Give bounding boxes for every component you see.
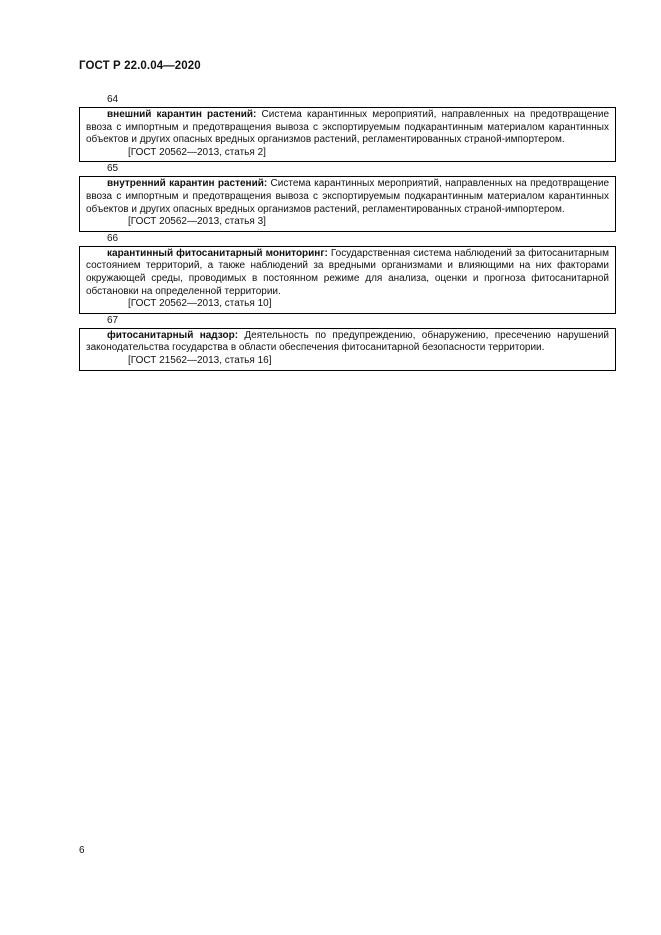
entry-text [86, 178, 609, 216]
entry-number: 67 [107, 314, 119, 326]
document-header: ГОСТ Р 22.0.04—2020 [79, 60, 201, 72]
entry-text [86, 330, 609, 355]
entry-term: внешний карантин растений: [107, 109, 257, 120]
terms-list [79, 93, 616, 371]
entry-definition: Система карантинных мероприятий, направленных на предотвращение ввоза с импортным и предотвращения вывоза с экспортируемым подкарантинным материалом карантинных объектов и других опасных вредных организмов растений, регламентированных страной-импортером. [86, 178, 610, 215]
entry-source: [ГОСТ 20562—2013, статья 2] [128, 146, 266, 158]
entry-number: 65 [107, 163, 119, 175]
entry-definition: Деятельность по предупреждению, обнаружению, пресечению нарушений законодательства государства в области обеспечения фитосанитарной безопасности территории. [86, 329, 609, 354]
term-entry [79, 232, 616, 314]
entry-source: [ГОСТ 21562—2013, статья 16] [128, 354, 272, 366]
entry-number: 64 [107, 94, 119, 105]
entry-text [86, 109, 609, 147]
entry-box [79, 176, 616, 231]
entry-term: внутренний карантин растений: [107, 178, 268, 190]
entry-definition: Система карантинных мероприятий, направленных на предотвращение ввоза с импортным и предотвращения вывоза с экспортируемым подкарантинным материалом карантинных объектов и других опасных вредных организмов растений, регламентированных страной-импортером. [86, 109, 610, 146]
entry-text [86, 248, 609, 298]
entry-definition: Государственная система наблюдений за фитосанитарным состоянием территорий, а также наблюдений за вредными организмами и влияющими на них факторами окружающей среды, проводимых в постоянном режиме для анализа, оценки и прогноза фитосанитарной обстановки на определенной территории. [86, 247, 609, 297]
entry-term: фитосанитарный надзор: [107, 329, 239, 341]
entry-box [79, 107, 616, 162]
entry-box [79, 246, 616, 314]
entry-term: карантинный фитосанитарный мониторинг: [107, 247, 328, 259]
page-number: 6 [79, 845, 85, 856]
entry-box [79, 328, 616, 371]
term-entry [79, 162, 616, 231]
entry-source: [ГОСТ 20562—2013, статья 3] [128, 216, 266, 228]
entry-number: 66 [107, 232, 119, 244]
term-entry [79, 314, 616, 371]
term-entry [79, 93, 616, 162]
entry-source: [ГОСТ 20562—2013, статья 10] [128, 298, 272, 310]
